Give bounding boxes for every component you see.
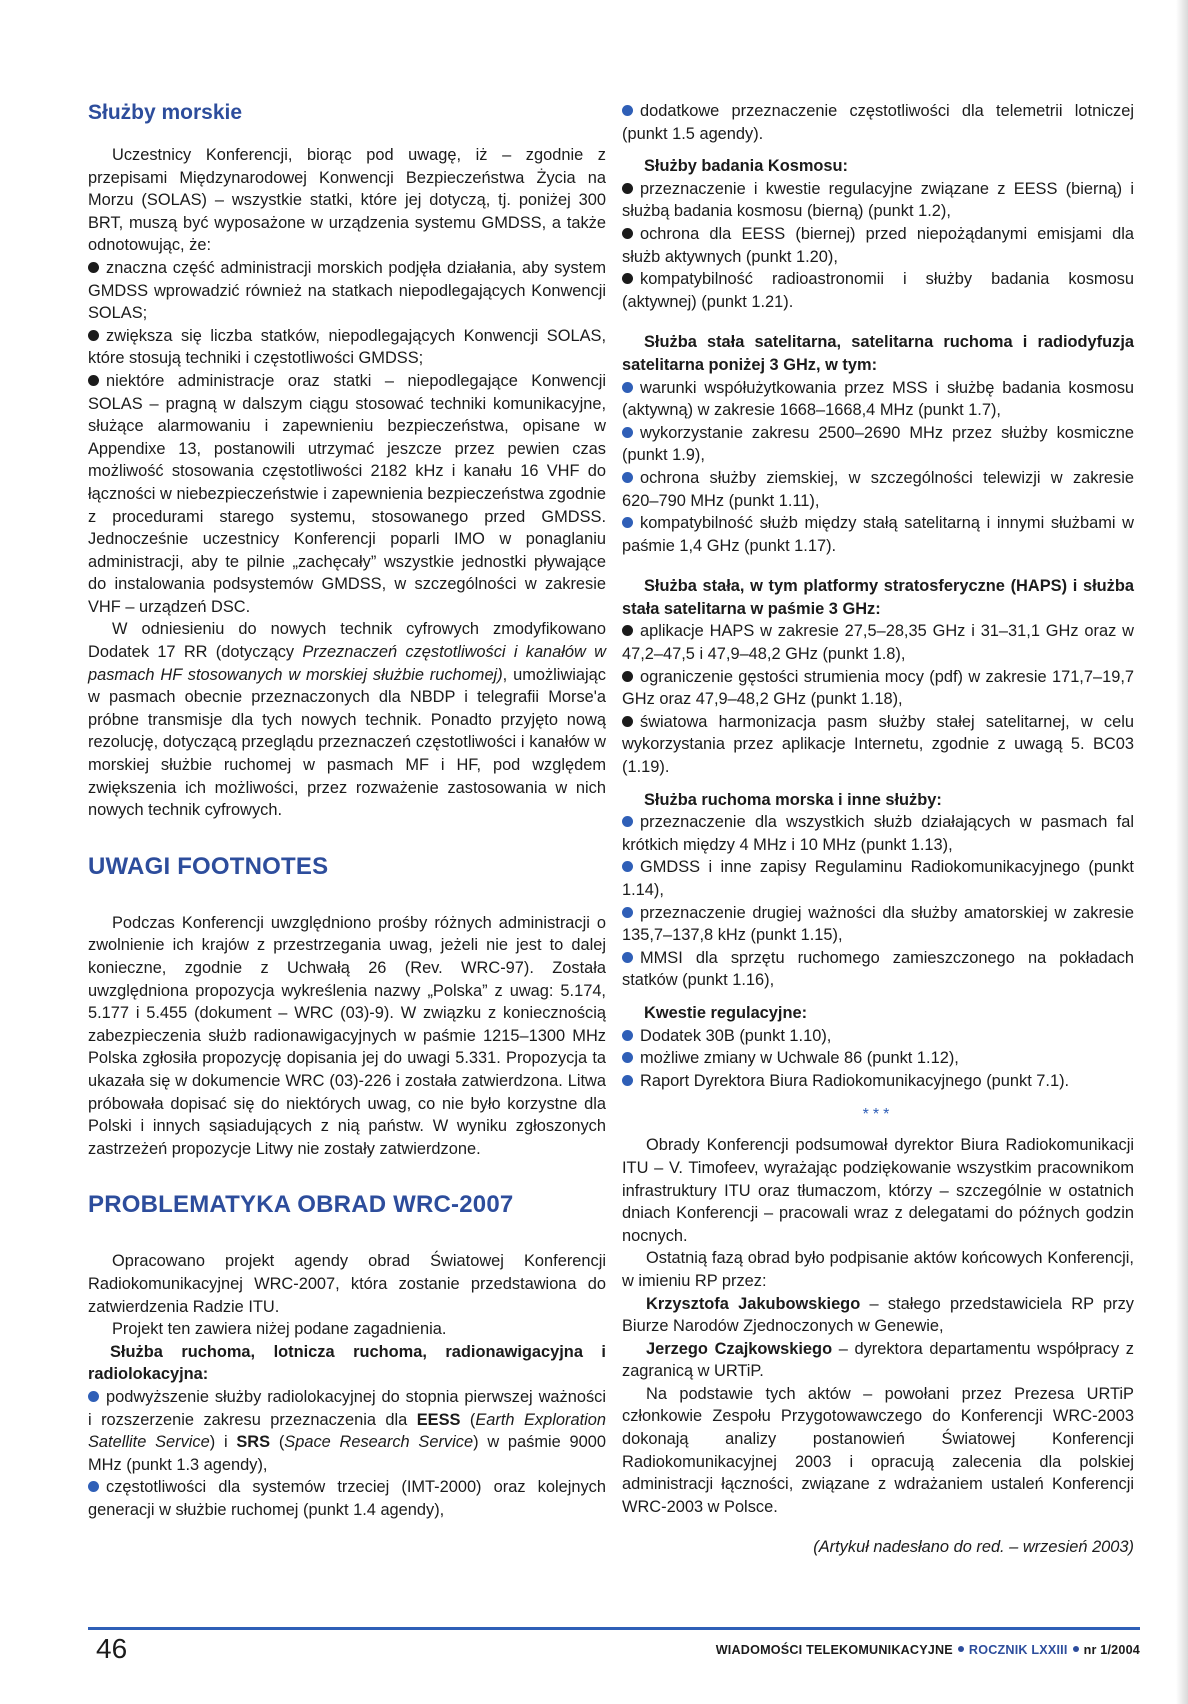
bullet-icon [622, 273, 633, 284]
list-item: znaczna część administracji morskich podjęła działania, aby system GMDSS wprowadzić również na statkach niepodlegających Konwencji SOLAS; [88, 258, 606, 323]
list-item: kompatybilność służb między stałą satelitarną i innymi służbami w paśmie 1,4 GHz (punkt 1.17). [622, 514, 1134, 555]
bullet-icon [622, 517, 633, 528]
section-heading-footnotes: UWAGI FOOTNOTES [88, 852, 329, 880]
subheading: Służba stała, w tym platformy stratosferyczne (HAPS) i służba stała satelitarna w paśmie 3 GHz: [622, 577, 1134, 618]
paragraph: Podczas Konferencji uwzględniono prośby różnych administracji o zwolnienie ich krajów z przestrzegania uwag, jeżeli nie jest to dalej konieczne, zgodnie z Uchwałą 26 (Rev. WRC-97). Została uwzględniona propozycja wykreślenia nazwy „Polska” z uwag: 5.174, 5.177 i 5.455 (dokument – WRC (03)-9). W związku z koniecznością zabezpieczenia służb radionawigacyjnych w paśmie 1215–1300 MHz Polska zgłosiła propozycję dopisania jej do uwagi 5.331. Propozycja ta ukazała się w dokumencie WRC (03)-226 i została zatwierdzona. Litwa próbowała dopisać się do niektórych uwag, co nie było korzystne dla Polski i innych sąsiadujących z nią państw. W wyniku zgłoszonych zastrzeżeń propozycje Litwy nie zostały zatwierdzone. [88, 913, 606, 1158]
list-item: podwyższenie służby radiolokacyjnej do stopnia pierwszej ważności i rozszerzenie zakresu przeznaczenia dla EESS (Earth Exploration Satellite Service) i SRS (Space Research Service) w paśmie 9000 MHz (punkt 1.3 agendy), [88, 1387, 606, 1474]
list-item: zwiększa się liczba statków, niepodlegających Konwencji SOLAS, które stosują techniki i częstotliwości GMDSS; [88, 326, 606, 368]
list-item: MMSI dla sprzętu ruchomego zamieszczonego na pokładach statków (punkt 1.16), [622, 948, 1134, 990]
subheading: Służby badania Kosmosu: [644, 157, 849, 176]
separator-dot-icon [958, 1646, 964, 1652]
list-item: częstotliwości dla systemów trzeciej (IMT-2000) oraz kolejnych generacji w służbie ruchomej (punkt 1.4 agendy), [88, 1478, 606, 1519]
bullet-icon [622, 861, 633, 872]
list-item: możliwe zmiany w Uchwale 86 (punkt 1.12), [622, 1047, 1134, 1070]
bullet-icon [622, 228, 633, 239]
separator-dot-icon [1073, 1646, 1079, 1652]
page-edge-shadow [1176, 0, 1188, 1704]
bullet-icon [622, 907, 633, 918]
footer-divider [88, 1627, 1140, 1630]
bullet-icon [622, 1030, 633, 1041]
left-column [88, 100, 606, 1521]
bullet-icon [622, 625, 633, 636]
submission-note: (Artykuł nadesłano do red. – wrzesień 2003) [813, 1538, 1134, 1557]
list-item: ograniczenie gęstości strumienia mocy (pdf) w zakresie 171,7–19,7 GHz oraz 47,9–48,2 GHz (punkt 1.18), [622, 667, 1134, 709]
subheading: Służba ruchoma, lotnicza ruchoma, radionawigacyjna i radiolokacyjna: [88, 1342, 606, 1384]
right-column [622, 100, 1134, 1559]
list-item: wykorzystanie zakresu 2500–2690 MHz przez służby kosmiczne (punkt 1.9), [622, 423, 1134, 465]
bullet-icon [622, 671, 633, 682]
bullet-icon [88, 330, 99, 341]
bullet-icon [622, 382, 633, 393]
paragraph: Uczestnicy Konferencji, biorąc pod uwagę, iż – zgodnie z przepisami Międzynarodowej Konwencji Bezpieczeństwa Życia na Morzu (SOLAS) – wszystkie statki, które jej dotyczą, tj. poniżej 300 BRT, muszą być wyposażone w urządzenia systemu GMDSS, a także odnotowując, że: [88, 146, 606, 255]
paragraph: Krzysztofa Jakubowskiego – stałego przedstawiciela RP przy Biurze Narodów Zjednoczonych w Genewie, [622, 1294, 1135, 1336]
bullet-icon [88, 262, 99, 273]
journal-volume: ROCZNIK LXXIII [968, 1643, 1068, 1657]
paragraph: W odniesieniu do nowych technik cyfrowych zmodyfikowano Dodatek 17 RR (dotyczący Przeznaczeń częstotliwości i kanałów w pasmach HF stosowanych w morskiej służbie ruchomej), umożliwiając w pasmach obecnie przeznaczonych dla NBDP i telegrafii Morse'a próbne transmisje dla tych nowych technik. Ponadto przyjęto nową rezolucję, dotyczącą przeglądu przeznaczeń częstotliwości i kanałów w morskiej służbie ruchomej w pasmach MF i HF, pod względem zwiększenia ich możliwości, przez rozważenie zastosowania w nich nowych technik cyfrowych. [88, 620, 606, 820]
bullet-icon [622, 472, 633, 483]
section-separator-stars: *** [862, 1106, 894, 1124]
subheading: Kwestie regulacyjne: [644, 1003, 808, 1022]
bullet-icon [88, 1391, 99, 1402]
list-item: GMDSS i inne zapisy Regulaminu Radiokomunikacyjnego (punkt 1.14), [622, 858, 1134, 899]
bullet-icon [88, 1481, 99, 1492]
bullet-icon [622, 427, 633, 438]
list-item: dodatkowe przeznaczenie częstotliwości dla telemetrii lotniczej (punkt 1.5 agendy). [622, 102, 1134, 143]
list-item: niektóre administracje oraz statki – niepodlegające Konwencji SOLAS – pragną w dalszym ciągu stosować techniki komunikacyjne, służące alarmowaniu i zapewnieniu bezpieczeństwa, opisane w Appendixe 13, postanowili utrzymać jeszcze przez pewien czas możliwość stosowania częstotliwości 2182 kHz i kanału 16 VHF do łączności w niebezpieczeństwie i zapewnienia bezpieczeństwa zgodnie z procedurami starego systemu, stosowanego przed GMDSS. Jednocześnie uczestnicy Konferencji poparli IMO w ponaglaniu administracji, aby te pilnie „zachęcały” wszystkie jednostki pływające do instalowania podsystemów GMDSS, w szczególności w zakresie VHF – urządzeń DSC. [88, 371, 606, 616]
bullet-icon [88, 375, 99, 386]
paragraph: Ostatnią fazą obrad było podpisanie aktów końcowych Konferencji, w imieniu RP przez: [622, 1249, 1134, 1290]
journal-name: WIADOMOŚCI TELEKOMUNIKACYJNE [715, 1643, 953, 1657]
list-item: ochrona służby ziemskiej, w szczególności telewizji w zakresie 620–790 MHz (punkt 1.11), [622, 468, 1134, 510]
bullet-icon [622, 716, 633, 727]
paragraph: Opracowano projekt agendy obrad Światowej Konferencji Radiokomunikacyjnej WRC-2007, która zostanie przedstawiona do zatwierdzenia Radzie ITU. [88, 1252, 606, 1316]
journal-issue: nr 1/2004 [1083, 1643, 1140, 1657]
list-item: ochrona dla EESS (biernej) przed niepożądanymi emisjami dla służb aktywnych (punkt 1.20), [622, 224, 1134, 266]
list-item: Dodatek 30B (punkt 1.10), [622, 1025, 1134, 1048]
running-footer [716, 1643, 1140, 1657]
paragraph: Jerzego Czajkowskiego – dyrektora departamentu współpracy z zagranicą w URTiP. [622, 1339, 1134, 1381]
list-item: przeznaczenie dla wszystkich służb działających w pasmach fal krótkich między 4 MHz i 10 MHz (punkt 1.13), [622, 813, 1134, 854]
page-number: 46 [96, 1633, 128, 1664]
list-item: warunki współużytkowania przez MSS i służbę badania kosmosu (aktywną) w zakresie 1668–1668,4 MHz (punkt 1.7), [622, 378, 1134, 420]
paragraph: Obrady Konferencji podsumował dyrektor Biura Radiokomunikacji ITU – V. Timofeev, wyrażając podziękowanie wszystkim pracownikom infrastruktury ITU oraz tłumaczom, którzy – szczególnie w ostatnich dniach Konferencji – pracowali wraz z delegatami do późnych godzin nocnych. [622, 1136, 1134, 1245]
list-item: aplikacje HAPS w zakresie 27,5–28,35 GHz i 31–31,1 GHz oraz w 47,2–47,5 i 47,9–48,2 GHz (punkt 1.8), [622, 622, 1134, 664]
list-item: Raport Dyrektora Biura Radiokomunikacyjnego (punkt 7.1). [622, 1070, 1134, 1093]
bullet-icon [622, 952, 633, 963]
subheading: Służba ruchoma morska i inne służby: [644, 790, 942, 809]
subheading: Służba stała satelitarna, satelitarna ruchoma i radiodyfuzja satelitarna poniżej 3 GHz, w tym: [622, 333, 1134, 374]
section-heading-maritime: Służby morskie [88, 101, 243, 124]
bullet-icon [622, 183, 633, 194]
section-heading-wrc2007: PROBLEMATYKA OBRAD WRC-2007 [88, 1191, 514, 1219]
list-item: kompatybilność radioastronomii i służby badania kosmosu (aktywnej) (punkt 1.21). [622, 270, 1134, 311]
paragraph: Projekt ten zawiera niżej podane zagadnienia. [112, 1320, 447, 1339]
list-item: przeznaczenie i kwestie regulacyjne związane z EESS (bierną) i służbą badania kosmosu (bierną) (punkt 1.2), [622, 179, 1134, 221]
list-item: przeznaczenie drugiej ważności dla służby amatorskiej w zakresie 135,7–137,8 kHz (punkt 1.15), [622, 903, 1134, 945]
list-item: światowa harmonizacja pasm służby stałej satelitarnej, w celu wykorzystania przez aplikacje Internetu, zgodnie z uwagą 5. BC03 (1.19). [622, 712, 1134, 777]
paragraph: Na podstawie tych aktów – powołani przez Prezesa URTiP członkowie Zespołu Przygotowawczego do Konferencji WRC-2003 dokonają analizy postanowień Światowej Konferencji Radiokomunikacyjnej 2003 i opracują zalecenia dla polskiej administracji łączności, związane z wdrażaniem ustaleń Konferencji WRC-2003 w Polsce. [622, 1384, 1134, 1516]
bullet-icon [622, 1075, 633, 1086]
bullet-icon [622, 816, 633, 827]
bullet-icon [622, 1052, 633, 1063]
bullet-icon [622, 105, 633, 116]
